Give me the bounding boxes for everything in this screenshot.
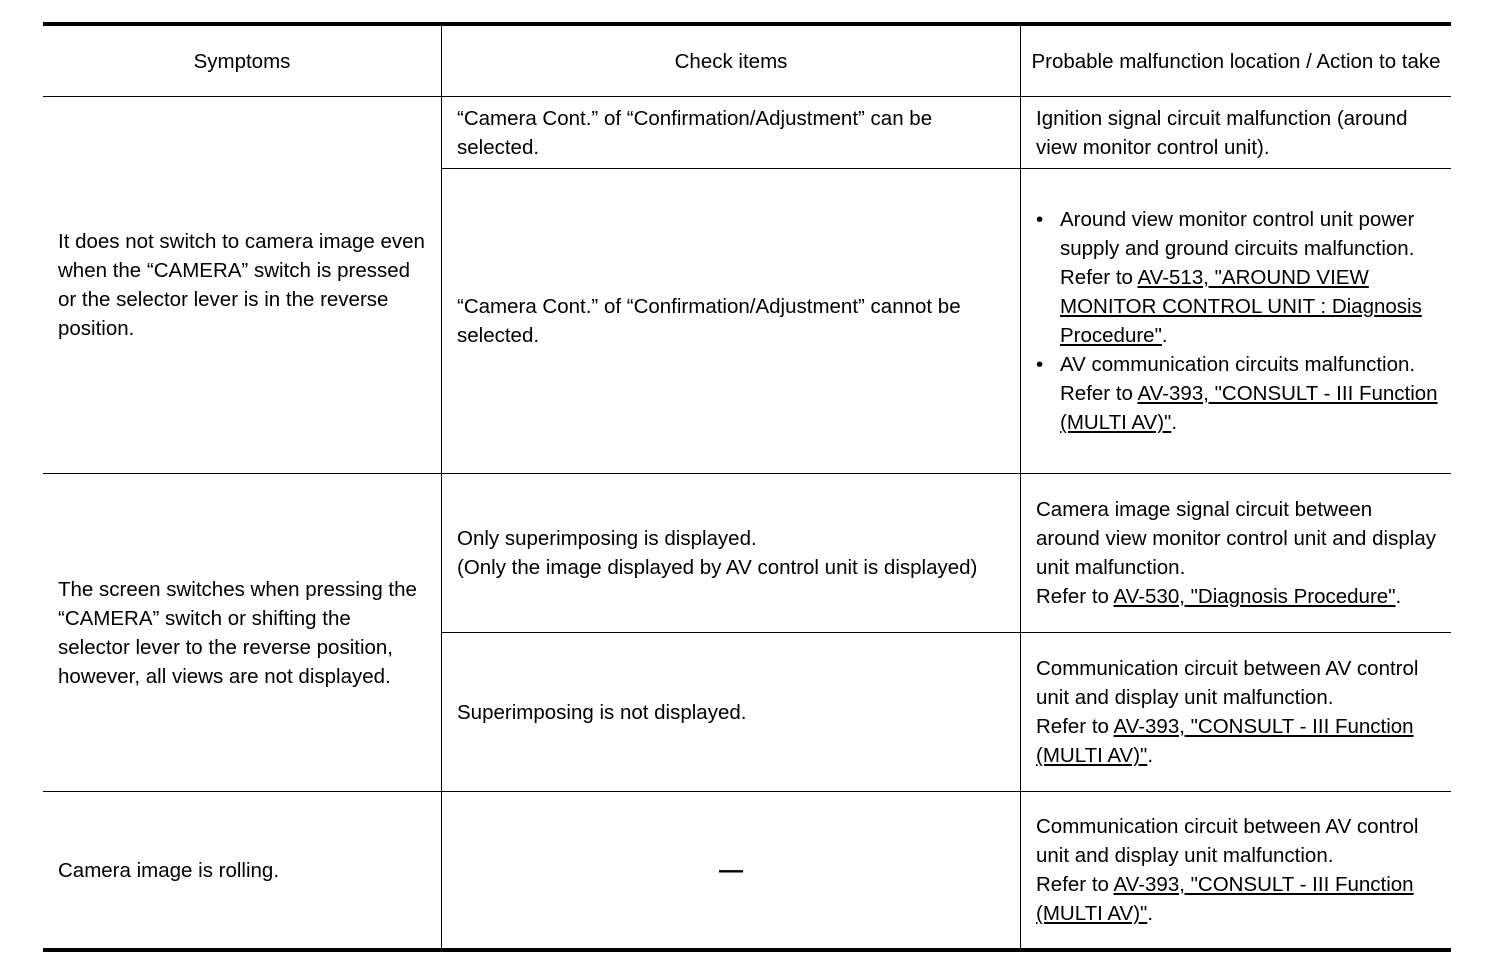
action-cell: Camera image signal circuit between around view monitor control unit and display unit malfunction. Refer to AV-530, "Diagnosis Procedure". bbox=[1036, 498, 1436, 608]
header-check-items: Check items bbox=[674, 49, 788, 73]
check-item-cell: Superimposing is not displayed. bbox=[457, 700, 747, 724]
check-item-cell bbox=[442, 792, 1020, 948]
reference-link[interactable]: AV-513, "AROUND VIEW MONITOR CONTROL UNIT : Diagnosis Procedure" bbox=[1060, 266, 1422, 347]
action-cell: Communication circuit between AV control unit and display unit malfunction. Refer to AV-393, "CONSULT - III Function (MULTI AV)". bbox=[1036, 657, 1419, 767]
reference-link[interactable]: AV-530, "Diagnosis Procedure" bbox=[1113, 585, 1396, 608]
malfunction-table bbox=[43, 22, 1451, 952]
empty-dash: — bbox=[719, 856, 743, 884]
table-row-symptom: The screen switches when pressing the “CAMERA” switch or shifting the selector lever to the reverse position, however, all views are not displayed. bbox=[58, 577, 417, 688]
check-item-cell: “Camera Cont.” of “Confirmation/Adjustment” can be selected. bbox=[457, 106, 933, 159]
reference-link[interactable]: AV-393, "CONSULT - III Function (MULTI AV)" bbox=[1036, 715, 1414, 767]
action-cell bbox=[1021, 169, 1451, 473]
reference-link[interactable]: AV-393, "CONSULT - III Function (MULTI AV)" bbox=[1060, 382, 1438, 434]
table-row-symptom: Camera image is rolling. bbox=[58, 858, 280, 882]
header-action: Probable malfunction location / Action to take bbox=[1031, 49, 1441, 73]
check-item-cell: “Camera Cont.” of “Confirmation/Adjustment” cannot be selected. bbox=[457, 295, 961, 347]
header-symptoms: Symptoms bbox=[193, 49, 291, 73]
action-cell: Communication circuit between AV control unit and display unit malfunction. Refer to AV-393, "CONSULT - III Function (MULTI AV)". bbox=[1036, 815, 1419, 925]
reference-link[interactable]: AV-393, "CONSULT - III Function (MULTI AV)" bbox=[1036, 873, 1414, 925]
check-item-cell: Only superimposing is displayed. (Only the image displayed by AV control unit is displayed) bbox=[457, 527, 978, 579]
bullet-item: • AV communication circuits malfunction. Refer to AV-393, "CONSULT - III Function (MULTI AV)". bbox=[1036, 353, 1438, 434]
bullet-item: • Around view monitor control unit power supply and ground circuits malfunction. Refer to AV-513, "AROUND VIEW MONITOR CONTROL UNIT : Diagnosis Procedure". bbox=[1036, 208, 1422, 347]
action-cell: Ignition signal circuit malfunction (around view monitor control unit). bbox=[1036, 106, 1408, 159]
table-row-symptom: It does not switch to camera image even when the “CAMERA” switch is pressed or the selector lever is in the reverse position. bbox=[58, 230, 425, 340]
table-bottom-rule bbox=[43, 948, 1451, 952]
